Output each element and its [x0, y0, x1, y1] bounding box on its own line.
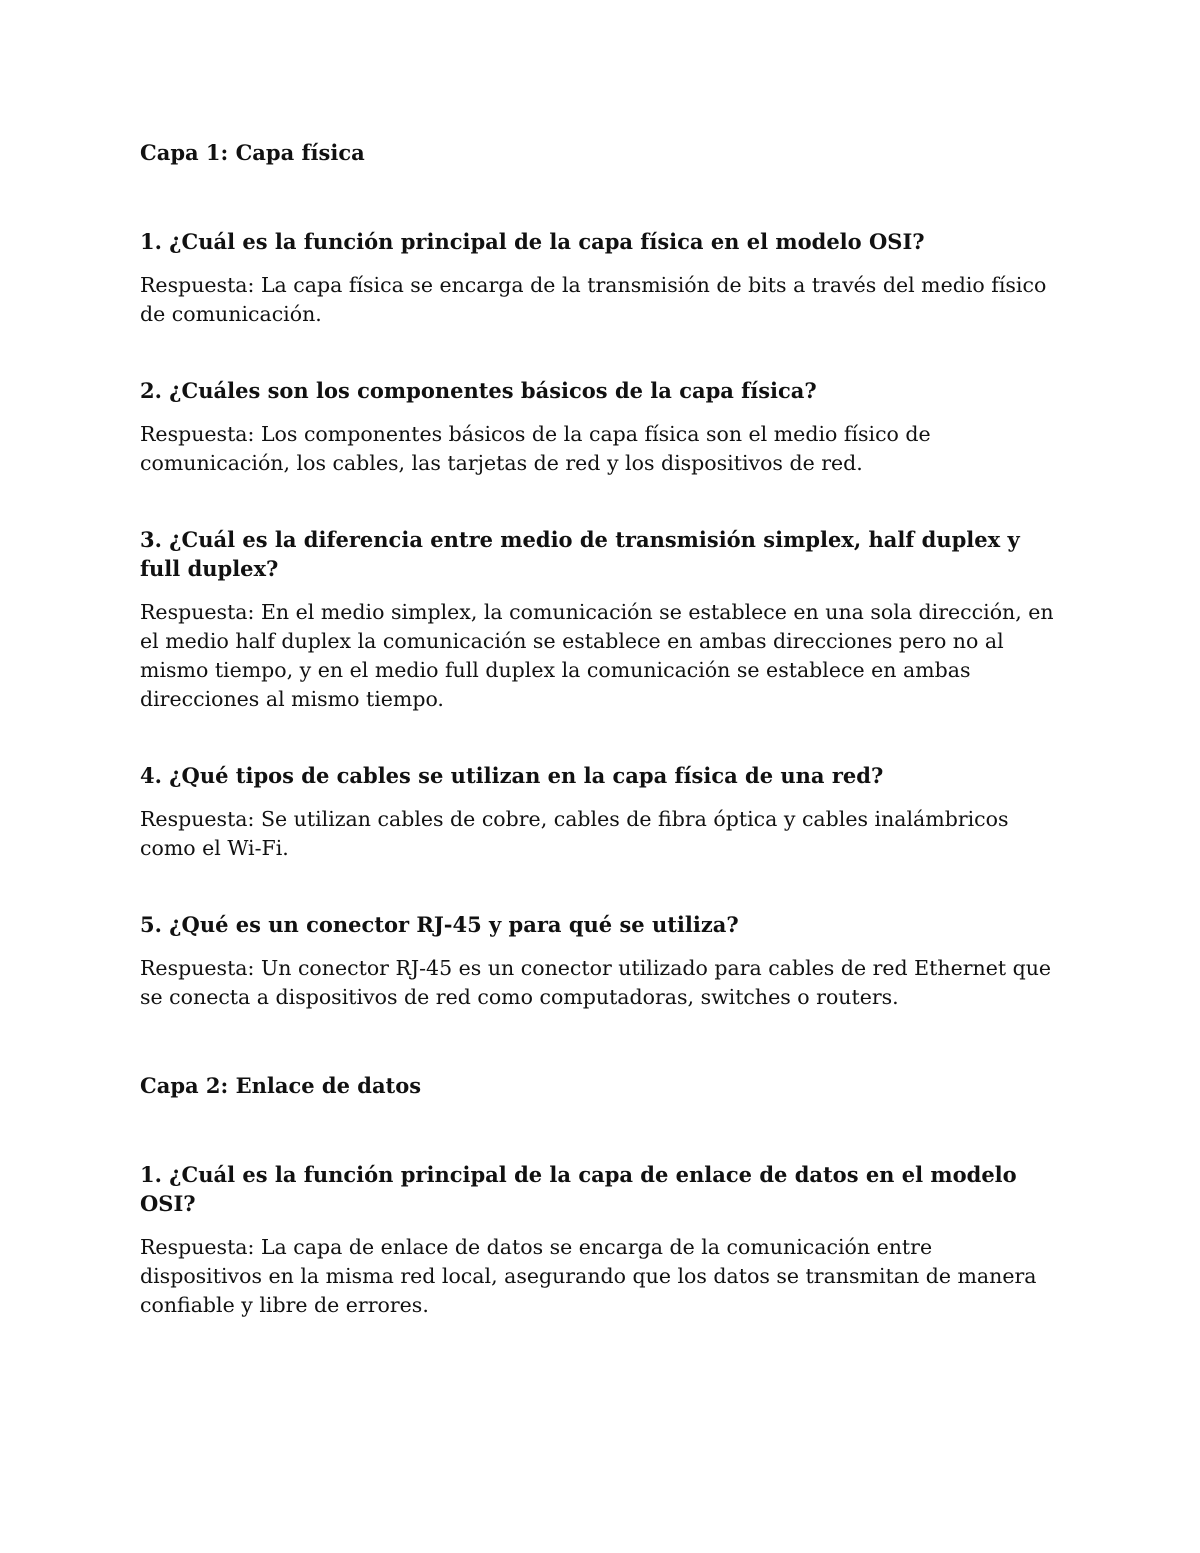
- question-1-5: 5. ¿Qué es un conector RJ-45 y para qué se utiliza?: [140, 912, 739, 937]
- document-page: [140, 138, 1060, 1320]
- section-title-capa-1: Capa 1: Capa física: [140, 140, 365, 165]
- question-1-4: 4. ¿Qué tipos de cables se utilizan en la capa física de una red?: [140, 763, 884, 788]
- answer-1-1: Respuesta: La capa física se encarga de la transmisión de bits a través del medio físico de comunicación.: [140, 273, 1047, 326]
- question-1-3: 3. ¿Cuál es la diferencia entre medio de transmisión simplex, half duplex y full duplex?: [140, 527, 1020, 581]
- answer-2-1: Respuesta: La capa de enlace de datos se encarga de la comunicación entre dispositivos en la misma red local, asegurando que los datos se transmitan de manera confiable y libre de errores.: [140, 1235, 1037, 1317]
- answer-1-3: Respuesta: En el medio simplex, la comunicación se establece en una sola dirección, en el medio half duplex la comunicación se establece en ambas direcciones pero no al mismo tiempo, y en el medio full duplex la comunicación se establece en ambas direcciones al mismo tiempo.: [140, 600, 1054, 711]
- answer-1-4: Respuesta: Se utilizan cables de cobre, cables de fibra óptica y cables inalámbricos como el Wi-Fi.: [140, 807, 1009, 860]
- answer-1-2: Respuesta: Los componentes básicos de la capa física son el medio físico de comunicación, los cables, las tarjetas de red y los dispositivos de red.: [140, 422, 931, 475]
- question-2-1: 1. ¿Cuál es la función principal de la capa de enlace de datos en el modelo OSI?: [140, 1162, 1017, 1216]
- question-1-2: 2. ¿Cuáles son los componentes básicos de la capa física?: [140, 378, 817, 403]
- question-1-1: 1. ¿Cuál es la función principal de la capa física en el modelo OSI?: [140, 229, 925, 254]
- section-title-capa-2: Capa 2: Enlace de datos: [140, 1073, 422, 1098]
- answer-1-5: Respuesta: Un conector RJ-45 es un conector utilizado para cables de red Ethernet que se conecta a dispositivos de red como computadoras, switches o routers.: [140, 956, 1052, 1009]
